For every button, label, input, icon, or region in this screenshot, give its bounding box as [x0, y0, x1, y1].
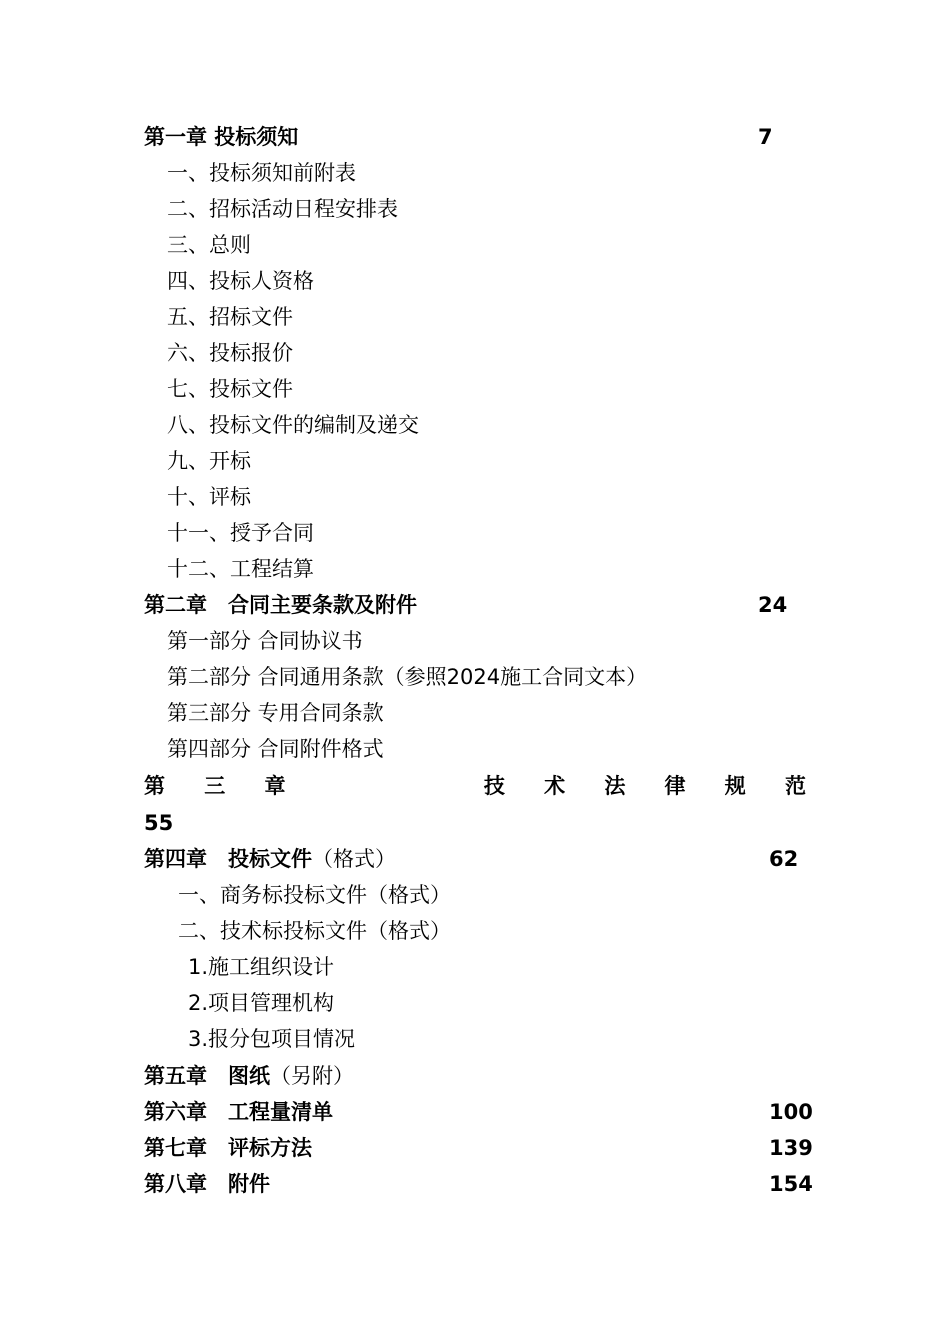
toc-chapter-3-char: 第	[144, 774, 165, 798]
toc-chapter-5-title-main: 第五章 图纸	[144, 1064, 270, 1088]
toc-item[interactable]: 四、投标人资格	[167, 269, 314, 293]
toc-chapter-3-char: 章	[264, 774, 286, 798]
toc-chapter-4-title-suffix: （格式）	[312, 847, 396, 871]
toc-chapter-3-char: 规	[724, 774, 746, 798]
toc-chapter-3-page: 55	[144, 811, 174, 835]
toc-item[interactable]: 第三部分 专用合同条款	[167, 701, 384, 725]
toc-item[interactable]: 七、投标文件	[167, 377, 293, 401]
toc-chapter-5-title[interactable]	[144, 1058, 354, 1094]
toc-chapter-3-title[interactable]	[144, 768, 806, 804]
toc-chapter-7-page: 139	[769, 1136, 813, 1160]
toc-chapter-7-title[interactable]: 第七章 评标方法	[144, 1136, 312, 1160]
toc-item[interactable]: 一、商务标投标文件（格式）	[178, 883, 451, 907]
toc-item[interactable]: 第一部分 合同协议书	[167, 629, 363, 653]
toc-item[interactable]: 一、投标须知前附表	[167, 161, 356, 185]
toc-chapter-3-char: 三	[204, 774, 226, 798]
toc-item[interactable]: 九、开标	[167, 449, 251, 473]
toc-chapter-4-title-main: 第四章 投标文件	[144, 847, 312, 871]
toc-item[interactable]: 第二部分 合同通用条款（参照2024施工合同文本）	[167, 665, 648, 689]
toc-item[interactable]: 十一、授予合同	[167, 521, 314, 545]
toc-item[interactable]: 十、评标	[167, 485, 251, 509]
toc-item[interactable]: 二、招标活动日程安排表	[167, 197, 398, 221]
toc-chapter-2-title[interactable]: 第二章 合同主要条款及附件	[144, 593, 417, 617]
toc-chapter-5-title-suffix: （另附）	[270, 1064, 354, 1088]
toc-item[interactable]: 十二、工程结算	[167, 557, 314, 581]
toc-chapter-2-page: 24	[758, 593, 788, 617]
toc-chapter-6-title[interactable]: 第六章 工程量清单	[144, 1100, 333, 1124]
toc-chapter-8-title[interactable]: 第八章 附件	[144, 1172, 270, 1196]
toc-subitem[interactable]: 2.项目管理机构	[188, 991, 335, 1015]
toc-item[interactable]: 五、招标文件	[167, 305, 293, 329]
toc-item[interactable]: 第四部分 合同附件格式	[167, 737, 384, 761]
toc-item[interactable]: 六、投标报价	[167, 341, 293, 365]
toc-chapter-3-char: 律	[664, 774, 686, 798]
toc-chapter-3-char: 范	[784, 774, 806, 798]
toc-item[interactable]: 二、技术标投标文件（格式）	[178, 919, 451, 943]
toc-item[interactable]: 三、总则	[167, 233, 251, 257]
toc-chapter-8-page: 154	[769, 1172, 813, 1196]
toc-chapter-1-title[interactable]: 第一章 投标须知	[144, 125, 299, 149]
toc-chapter-3-char: 技	[483, 774, 505, 798]
toc-chapter-1-page: 7	[758, 125, 773, 149]
toc-item[interactable]: 八、投标文件的编制及递交	[167, 413, 419, 437]
toc-subitem[interactable]: 1.施工组织设计	[188, 955, 335, 979]
toc-chapter-3-char: 术	[544, 774, 566, 798]
toc-chapter-3-char: 法	[604, 774, 626, 798]
toc-chapter-4-title[interactable]	[144, 841, 396, 877]
toc-chapter-3-gap	[325, 768, 445, 804]
toc-chapter-4-page: 62	[769, 847, 799, 871]
toc-chapter-6-page: 100	[769, 1100, 813, 1124]
toc-subitem[interactable]: 3.报分包项目情况	[188, 1027, 356, 1051]
